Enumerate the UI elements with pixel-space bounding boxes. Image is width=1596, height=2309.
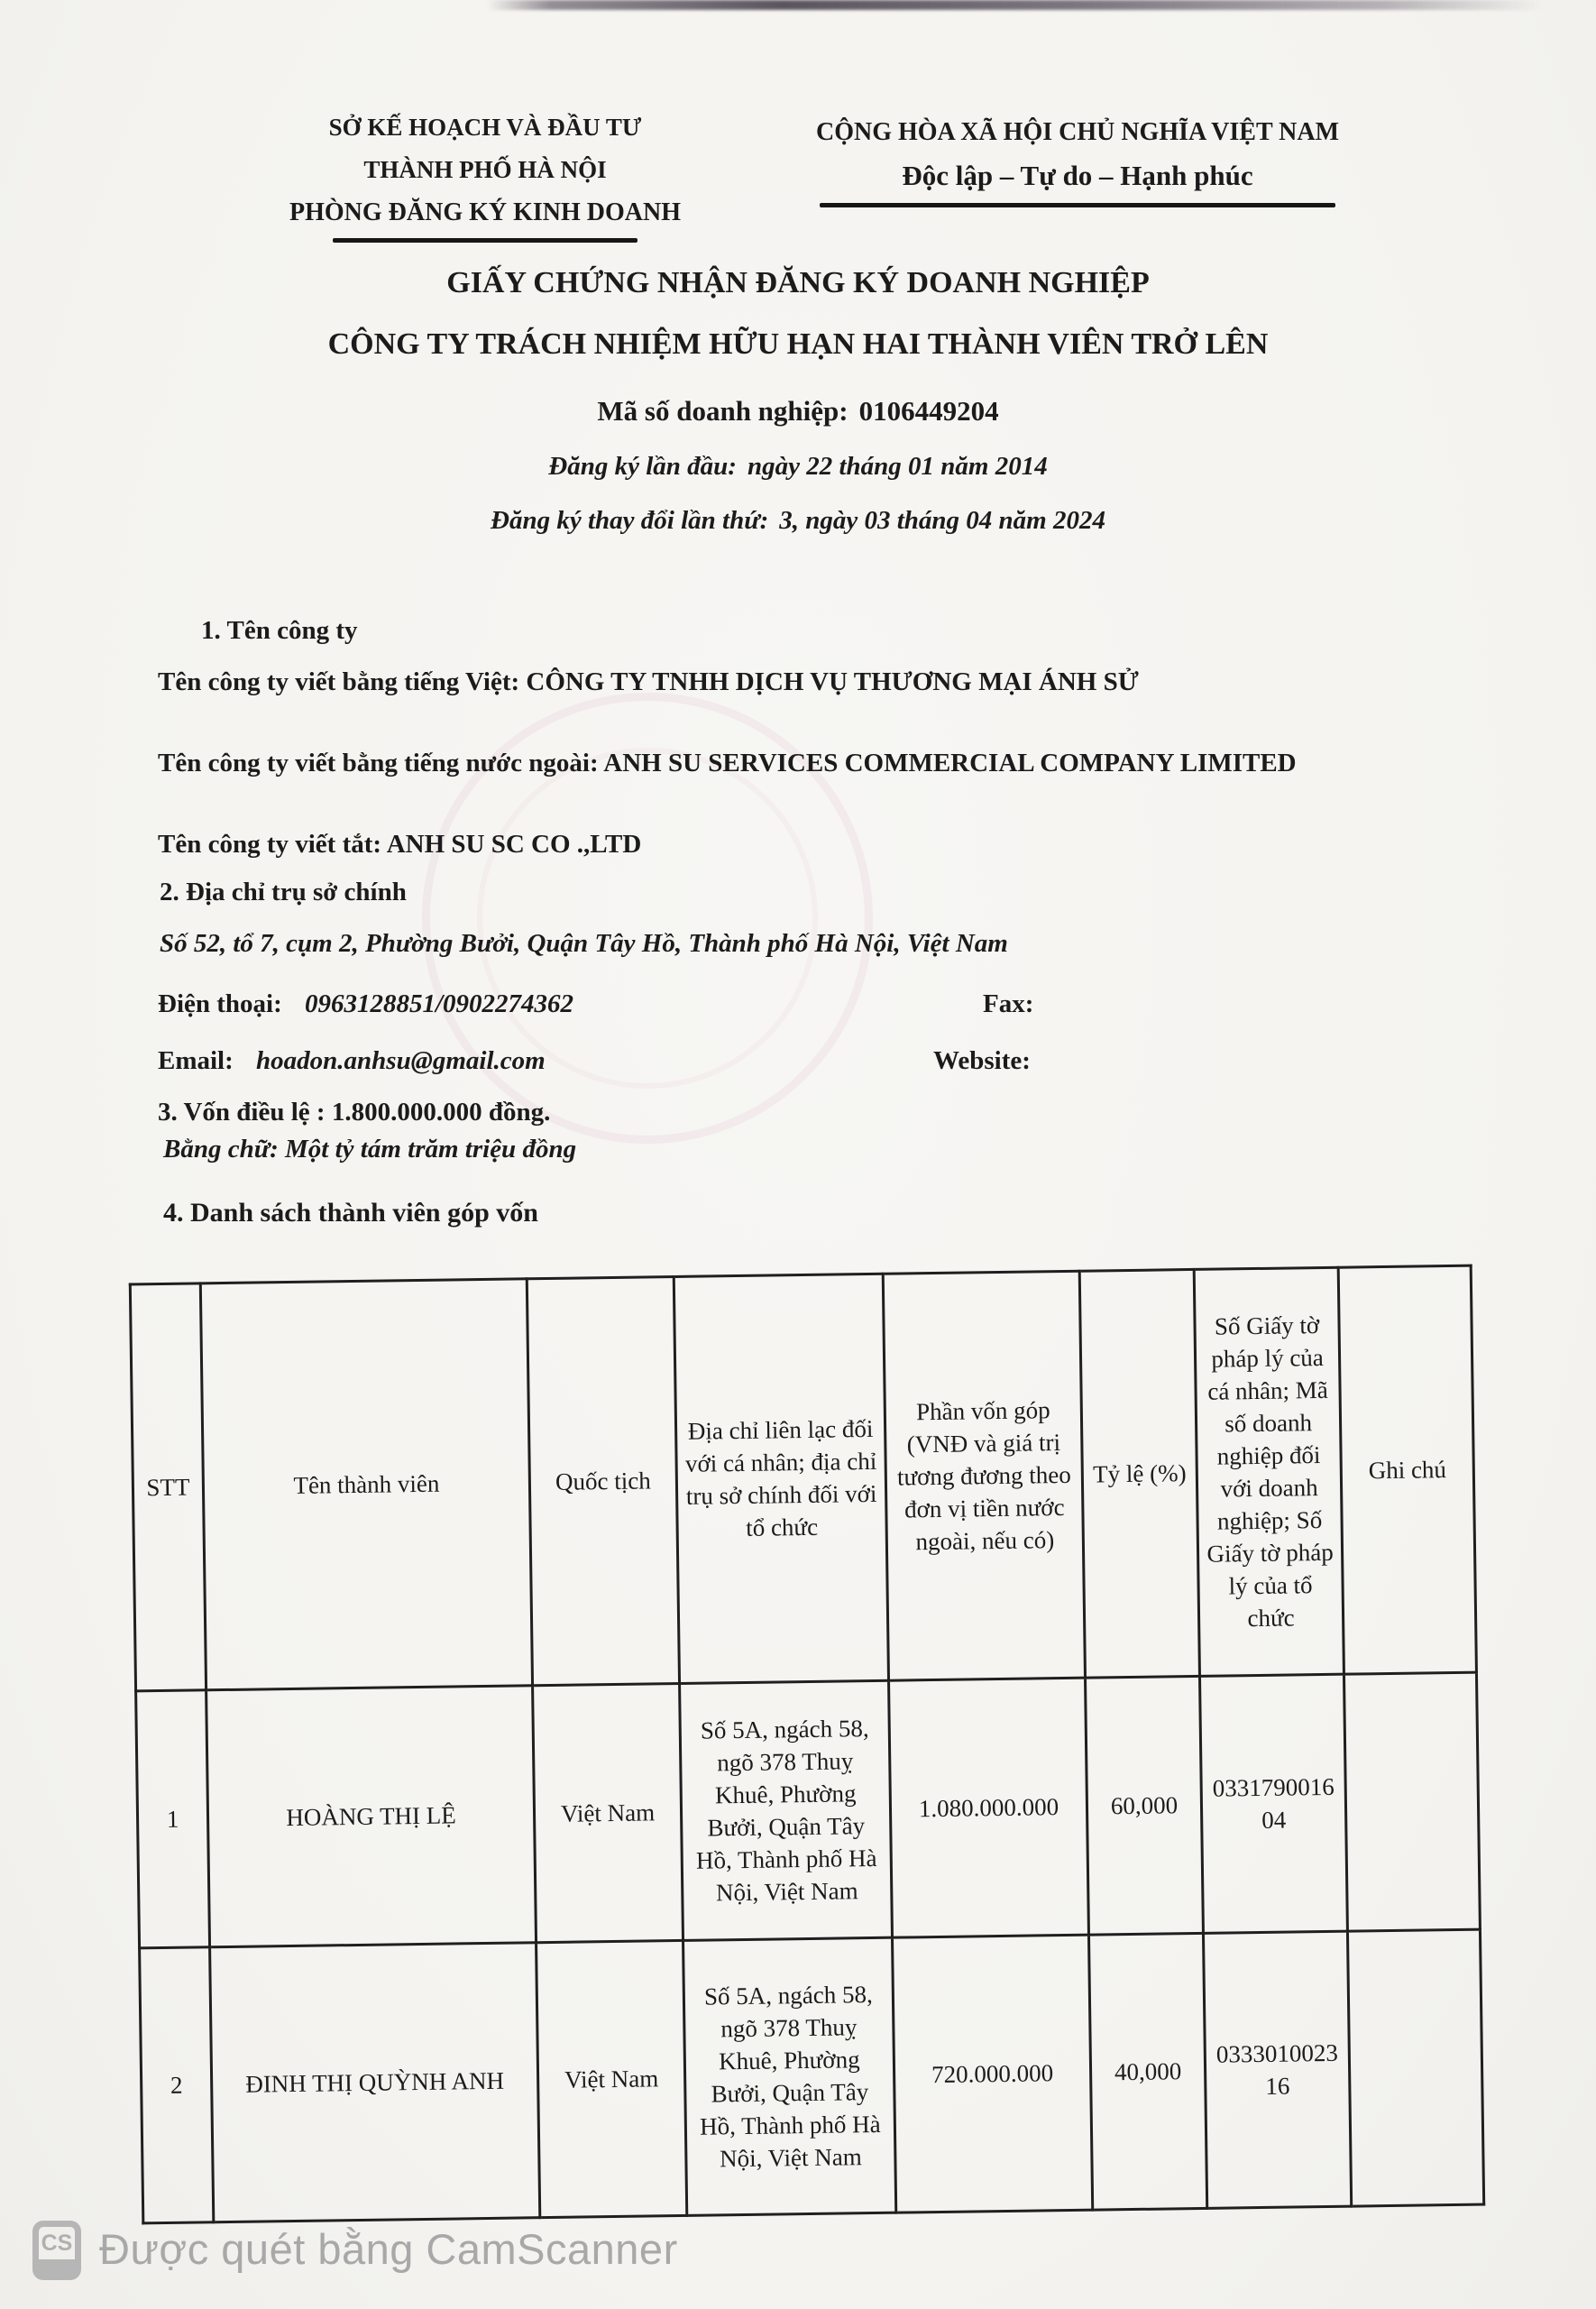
email-website-row <box>158 1040 1443 1081</box>
first-registration-label: Đăng ký lần đầu: <box>548 452 737 481</box>
row1-capital: 1.080.000.000 <box>889 1678 1089 1937</box>
capital-in-words: Bằng chữ: Một tỷ tám trăm triệu đồng <box>163 1135 577 1164</box>
motto-underline <box>820 203 1335 207</box>
camscanner-icon <box>32 2221 81 2280</box>
col-header-member-name: Tên thành viên <box>200 1279 532 1690</box>
first-registration-date: ngày 22 tháng 01 năm 2014 <box>747 452 1048 481</box>
members-table <box>129 1265 1485 2225</box>
table-row <box>136 1672 1481 1948</box>
website-label: Website: <box>933 1046 1031 1075</box>
national-title: CỘNG HÒA XÃ HỘI CHỦ NGHĨA VIỆT NAM <box>815 118 1340 146</box>
camscanner-icon-strip <box>39 2259 75 2274</box>
company-name-short-value: ANH SU SC CO .,LTD <box>386 830 642 859</box>
phone-value: 0963128851/0902274362 <box>305 989 574 1018</box>
col-header-id-number: Số Giấy tờ pháp lý của cá nhân; Mã số doanh nghiệp đối với doanh nghiệp; Số Giấy tờ pháp lý của tổ chức <box>1194 1267 1344 1676</box>
document-title-line1: GIẤY CHỨNG NHẬN ĐĂNG KÝ DOANH NGHIỆP <box>446 266 1150 299</box>
col-header-stt: STT <box>130 1283 206 1691</box>
phone-fax-row <box>158 983 1443 1025</box>
company-name-vi-value: CÔNG TY TNHH DỊCH VỤ THƯƠNG MẠI ÁNH SỬ <box>526 667 1139 696</box>
amendment-registration-line <box>0 506 1596 536</box>
col-header-capital: Phần vốn góp (VNĐ và giá trị tương đương theo đơn vị tiền nước ngoài, nếu có) <box>883 1271 1085 1680</box>
office-underline <box>333 238 637 243</box>
first-registration-line <box>0 452 1596 482</box>
col-header-address: Địa chỉ liên lạc đối với cá nhân; địa chỉ trụ sở chính đối với tổ chức <box>674 1274 888 1683</box>
enterprise-code-value: 0106449204 <box>858 395 999 427</box>
document-title-line2: CÔNG TY TRÁCH NHIỆM HỮU HẠN HAI THÀNH VIÊN TRỞ LÊN <box>327 327 1269 361</box>
scan-artifact-top-streak <box>487 0 1542 10</box>
row1-nationality: Việt Nam <box>533 1683 683 1942</box>
row1-member-name: HOÀNG THỊ LỆ <box>206 1686 537 1947</box>
phone-label: Điện thoại: <box>158 989 282 1018</box>
company-name-short-label: Tên công ty viết tắt: <box>158 830 382 859</box>
row2-note <box>1347 1929 1483 2206</box>
row2-member-name: ĐINH THỊ QUỲNH ANH <box>210 1943 540 2222</box>
col-header-nationality: Quốc tịch <box>527 1277 679 1686</box>
charter-capital-amount: 1.800.000.000 đồng. <box>331 1098 551 1127</box>
row2-id-number: 033301002316 <box>1203 1931 1351 2208</box>
section4-heading: 4. Danh sách thành viên góp vốn <box>163 1198 538 1228</box>
row2-stt: 2 <box>140 1947 214 2223</box>
row1-id-number: 033179001604 <box>1199 1674 1347 1933</box>
row2-ratio: 40,000 <box>1088 1933 1206 2210</box>
issuing-office-block <box>251 106 720 243</box>
row1-note <box>1344 1672 1480 1931</box>
company-name-vi-label: Tên công ty viết bằng tiếng Việt: <box>158 667 520 696</box>
head-office-address: Số 52, tổ 7, cụm 2, Phường Bưởi, Quận Tây Hồ, Thành phố Hà Nội, Việt Nam <box>160 929 1008 958</box>
col-header-note: Ghi chú <box>1338 1265 1476 1674</box>
camscanner-icon-label: CS <box>41 2231 73 2256</box>
row1-ratio: 60,000 <box>1085 1676 1203 1935</box>
email-value: hoadon.anhsu@gmail.com <box>256 1046 546 1075</box>
email-label: Email: <box>158 1046 234 1075</box>
company-name-foreign-value: ANH SU SERVICES COMMERCIAL COMPANY LIMITED <box>603 749 1297 777</box>
section1-heading: 1. Tên công ty <box>201 616 358 645</box>
company-name-vietnamese <box>158 661 1443 703</box>
office-name-line2: THÀNH PHỐ HÀ NỘI <box>363 156 607 183</box>
national-header-block <box>766 112 1389 207</box>
company-name-short <box>158 823 1443 865</box>
office-name-line1: SỞ KẾ HOẠCH VÀ ĐẦU TƯ <box>328 114 642 141</box>
national-motto: Độc lập – Tự do – Hạnh phúc <box>902 160 1253 191</box>
row2-capital: 720.000.000 <box>892 1935 1092 2212</box>
amendment-date: 3, ngày 03 tháng 04 năm 2024 <box>779 506 1105 535</box>
section3-heading <box>158 1091 1443 1133</box>
company-name-foreign-label: Tên công ty viết bằng tiếng nước ngoài: <box>158 749 599 777</box>
enterprise-code-label: Mã số doanh nghiệp: <box>597 395 848 427</box>
office-name-line3: PHÒNG ĐĂNG KÝ KINH DOANH <box>289 198 681 226</box>
row1-stt: 1 <box>136 1690 210 1948</box>
section2-heading: 2. Địa chỉ trụ sở chính <box>160 878 407 906</box>
company-name-foreign <box>158 742 1443 784</box>
row1-address: Số 5A, ngách 58, ngõ 378 Thuỵ Khuê, Phường Bưởi, Quận Tây Hồ, Thành phố Hà Nội, Việt Nam <box>680 1680 893 1940</box>
enterprise-code-line <box>0 395 1596 428</box>
row2-address: Số 5A, ngách 58, ngõ 378 Thuỵ Khuê, Phường Bưởi, Quận Tây Hồ, Thành phố Hà Nội, Việt Nam <box>683 1937 896 2215</box>
row2-nationality: Việt Nam <box>537 1940 687 2217</box>
table-row <box>140 1929 1484 2223</box>
charter-capital-label: 3. Vốn điều lệ : <box>158 1098 326 1127</box>
members-table-header-row <box>130 1265 1476 1691</box>
fax-label: Fax: <box>983 989 1034 1018</box>
camscanner-watermark: Được quét bằng CamScanner <box>99 2225 678 2273</box>
col-header-ratio: Tỷ lệ (%) <box>1079 1269 1199 1678</box>
amendment-label: Đăng ký thay đổi lần thứ: <box>491 506 769 535</box>
